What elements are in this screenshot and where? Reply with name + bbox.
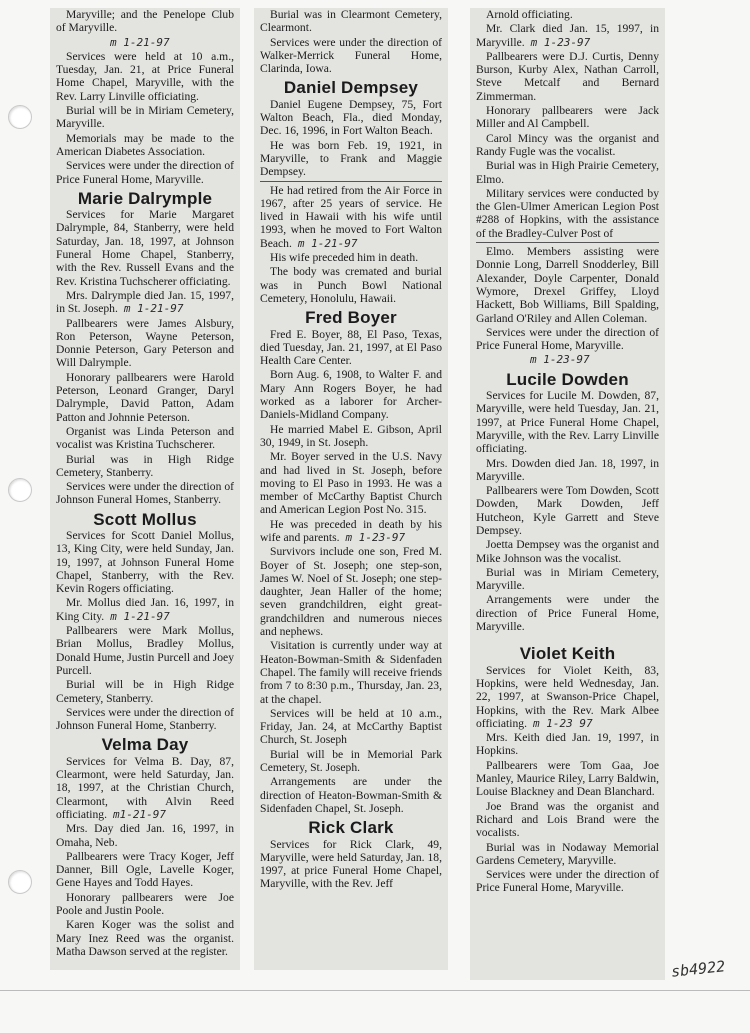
handwritten-note: m 1-23-97: [530, 353, 590, 367]
handwritten-note: m 1-23-97: [345, 530, 406, 544]
paragraph: Maryville; and the Penelope Club of Maryville.: [56, 8, 234, 35]
obituary-heading: Scott Mollus: [93, 509, 197, 529]
paragraph: Pallbearers were Tom Dowden, Scott Dowden, Mark Dowden, Jeff Hutcheon, Kyle Garrett and Steve Dempsey.: [476, 484, 659, 537]
paragraph: He had retired from the Air Force in 1967, after 25 years of service. He lived in Hawaii with his wife until 1993, when he moved to Fort Walton Beach. m 1-21-97: [260, 183, 442, 250]
obituary-heading: Fred Boyer: [305, 308, 397, 328]
paragraph: Burial was in High Ridge Cemetery, Stanberry.: [56, 452, 234, 479]
handwritten-note: m 1-21-97: [110, 609, 170, 623]
obituary-heading: Daniel Dempsey: [283, 78, 419, 98]
paragraph: Services for Lucile M. Dowden, 87, Maryville, were held Tuesday, Jan. 21, 1997, at Price Funeral Home Chapel, Maryville, with the Rev. Larry Linville officiating.: [476, 389, 659, 456]
handwritten-note: m 1-21-97: [110, 35, 170, 49]
paragraph: Mr. Mollus died Jan. 16, 1997, in King City. m 1-21-97: [56, 596, 234, 623]
paragraph: Burial was in Miriam Cemetery, Maryville.: [476, 565, 659, 593]
paragraph: Elmo. Members assisting were Donnie Long, Darrell Snodderley, Bill Alexander, Doyle Carpenter, Donald Wymore, Drexel Griffey, Lloyd Hackett, Bob Williams, Bill Spalding, Garland O'Riley and Allen Coleman.: [476, 245, 659, 325]
paragraph: He married Mabel E. Gibson, April 30, 1949, in St. Joseph.: [260, 422, 442, 449]
obituary-column-1: [50, 8, 240, 970]
handwritten-note: m 1-21-97: [123, 302, 184, 316]
clipping-divider: [260, 181, 442, 182]
paragraph: Fred E. Boyer, 88, El Paso, Texas, died Tuesday, Jan. 21, 1997, at El Paso Health Care Center.: [260, 327, 442, 368]
paragraph: Pallbearers were Mark Mollus, Brian Mollus, Bradley Mollus, Donald Hume, Justin Purcell and Joey Purcell.: [56, 624, 234, 677]
paragraph: Services for Violet Keith, 83, Hopkins, were held Wednesday, Jan. 22, 1997, at Swanson-Price Chapel, Hopkins, with the Rev. Mark Albee officiating. m 1-23 97: [476, 663, 659, 730]
handwritten-note: m 1-23 97: [532, 716, 593, 730]
catalog-number: sb4922: [670, 957, 726, 981]
paragraph: Joetta Dempsey was the organist and Mike Johnson was the vocalist.: [476, 538, 659, 565]
paragraph: Pallbearers were D.J. Curtis, Denny Burson, Kurby Alex, Nathan Carroll, Steve Metcalf and Bernard Zimmerman.: [476, 49, 659, 103]
obituary-heading: Lucile Dowden: [506, 369, 629, 389]
obituary-column-3: [470, 8, 665, 980]
paragraph: Arnold officiating.: [486, 8, 573, 21]
paragraph: Carol Mincy was the organist and Randy Fugle was the vocalist.: [476, 131, 659, 158]
obituary-heading: Marie Dalrymple: [77, 188, 213, 208]
punch-hole: [8, 105, 32, 129]
obituary-heading: Violet Keith: [519, 644, 616, 664]
paragraph: Mr. Boyer served in the U.S. Navy and had lived in St. Joseph, before moving to El Paso in 1993. He was a member of McCarthy Baptist Church and American Legion Post No. 315.: [260, 450, 442, 517]
paragraph: Services for Velma B. Day, 87, Clearmont, were held Saturday, Jan. 18, 1997, at the Christian Church, Clearmont, with Alvin Reed officiating. m1-21-97: [56, 754, 234, 821]
handwritten-note: m1-21-97: [112, 807, 166, 821]
paragraph: Services were held at 10 a.m., Tuesday, Jan. 21, at Price Funeral Home Chapel, Maryville, with the Rev. Larry Linville officiating.: [56, 49, 234, 103]
paragraph: Burial was in High Prairie Cemetery, Elmo.: [476, 159, 659, 186]
paragraph: Daniel Eugene Dempsey, 75, Fort Walton Beach, Fla., died Monday, Dec. 16, 1996, in Fort Walton Beach.: [260, 97, 442, 138]
paragraph: Services for Rick Clark, 49, Maryville, were held Saturday, Jan. 18, 1997, at price Funeral Home Chapel, Maryville, with the Rev. Jeff: [260, 837, 442, 891]
paragraph: Burial will be in Miriam Cemetery, Maryville.: [56, 104, 234, 131]
obituary-column-2: [254, 8, 448, 970]
paragraph: Joe Brand was the organist and Richard and Lois Brand were the vocalists.: [476, 799, 659, 840]
paragraph: Military services were conducted by the Glen-Ulmer American Legion Post #288 of Hopkins, with the assistance of the Bradley-Culver Post of: [476, 186, 659, 240]
paragraph: Survivors include one son, Fred M. Boyer of St. Joseph; one step-son, James W. Noel of St. Joseph; one step-daughter, Jean Haller of the home; seven grandchildren, eight great-grandchildren and numerous nieces and nephews.: [260, 545, 442, 639]
paragraph: He was born Feb. 19, 1921, in Maryville, to Frank and Maggie Dempsey.: [260, 138, 442, 179]
paragraph: Mrs. Day died Jan. 16, 1997, in Omaha, Neb.: [56, 822, 234, 849]
paragraph: Pallbearers were Tom Gaa, Joe Manley, Maurice Riley, Larry Baldwin, Louise Blackney and Dean Blanchard.: [476, 758, 659, 799]
paragraph: Honorary pallbearers were Joe Poole and Justin Poole.: [56, 890, 234, 917]
paragraph: Mrs. Dowden died Jan. 18, 1997, in Maryville.: [476, 456, 659, 483]
paragraph: Burial will be in Memorial Park Cemetery, St. Joseph.: [260, 747, 442, 775]
paragraph: Mrs. Dalrymple died Jan. 15, 1997, in St. Joseph. m 1-21-97: [56, 288, 234, 316]
punch-hole: [8, 478, 32, 502]
paragraph: Burial was in Nodaway Memorial Gardens Cemetery, Maryville.: [476, 840, 659, 867]
paragraph: Arrangements are under the direction of Heaton-Bowman-Smith & Sidenfaden Chapel, St. Joseph.: [260, 775, 442, 815]
paragraph: Services for Marie Margaret Dalrymple, 84, Stanberry, were held Saturday, Jan. 18, 1997, at Johnson Funeral Home Chapel, Stanberry, with the Rev. Russell Evans and the Rev. Kristina Tuchscherer officiating.: [56, 208, 234, 288]
handwritten-note: m 1-21-97: [297, 236, 358, 250]
obituary-heading: Velma Day: [101, 735, 189, 755]
handwritten-note: m 1-23-97: [530, 35, 591, 49]
paragraph: Services for Scott Daniel Mollus, 13, King City, were held Sunday, Jan. 19, 1997, at Johnson Funeral Home Chapel, Stanberry, with the Rev. Kevin Rogers officiating.: [56, 528, 234, 596]
paragraph: His wife preceded him in death.: [270, 251, 419, 265]
paragraph: Born Aug. 6, 1908, to Walter F. and Mary Ann Rogers Boyer, he had worked as a laborer for Archer-Daniels-Midland Company.: [260, 368, 442, 422]
paragraph: Services will be held at 10 a.m., Friday, Jan. 24, at McCarthy Baptist Church, St. Joseph: [260, 706, 442, 747]
paragraph: Services were under the direction of Johnson Funeral Homes, Stanberry.: [56, 480, 234, 507]
paragraph: Services were under the direction of Johnson Funeral Home, Stanberry.: [56, 705, 234, 733]
clipping-divider: [476, 242, 659, 243]
paragraph: Memorials may be made to the American Diabetes Association.: [56, 131, 234, 158]
obituary-heading: Rick Clark: [308, 818, 394, 838]
paragraph: Karen Koger was the solist and Mary Inez Reed was the organist. Matha Dawson served at the register.: [56, 918, 234, 958]
paragraph: Honorary pallbearers were Jack Miller and Al Campbell.: [476, 104, 659, 131]
paragraph: The body was cremated and burial was in Punch Bowl National Cemetery, Honolulu, Hawaii.: [260, 265, 442, 305]
paragraph: Honorary pallbearers were Harold Peterson, Leonard Granger, Daryl Dalrymple, David Patton, Adam Patton and Johnnie Peterson.: [56, 370, 234, 424]
punch-hole: [8, 870, 32, 894]
paragraph: He was preceded in death by his wife and parents. m 1-23-97: [260, 517, 442, 544]
paragraph: Pallbearers were Tracy Koger, Jeff Danner, Bill Ogle, Lavelle Koger, Gene Hayes and Todd Hayes.: [56, 849, 234, 890]
paragraph: Services were under the direction of Price Funeral Home, Maryville.: [476, 325, 659, 353]
scan-edge-line: [0, 990, 750, 991]
paragraph: Burial was in Clearmont Cemetery, Clearmont.: [260, 8, 442, 35]
paragraph: Services were under the direction of Price Funeral Home, Maryville.: [56, 159, 234, 186]
paragraph: Mr. Clark died Jan. 15, 1997, in Maryville. m 1-23-97: [476, 22, 659, 49]
paragraph: Mrs. Keith died Jan. 19, 1997, in Hopkins.: [476, 731, 659, 758]
paragraph: Visitation is currently under way at Heaton-Bowman-Smith & Sidenfaden Chapel. The family will receive friends from 7 to 8:30 p.m., Thursday, Jan. 23, at the chapel.: [260, 639, 443, 706]
paragraph: Organist was Linda Peterson and vocalist was Kristina Tuchscherer.: [56, 424, 234, 452]
paragraph: Services were under the direction of Price Funeral Home, Maryville.: [476, 868, 659, 895]
paragraph: Arrangements were under the direction of Price Funeral Home, Maryville.: [476, 593, 659, 634]
paragraph: Pallbearers were James Alsbury, Ron Peterson, Wayne Peterson, Donnie Peterson, Gary Peterson and Will Dalrymple.: [56, 316, 234, 370]
paragraph: Services were under the direction of Walker-Merrick Funeral Home, Clarinda, Iowa.: [260, 35, 442, 76]
paragraph: Burial will be in High Ridge Cemetery, Stanberry.: [56, 678, 234, 705]
